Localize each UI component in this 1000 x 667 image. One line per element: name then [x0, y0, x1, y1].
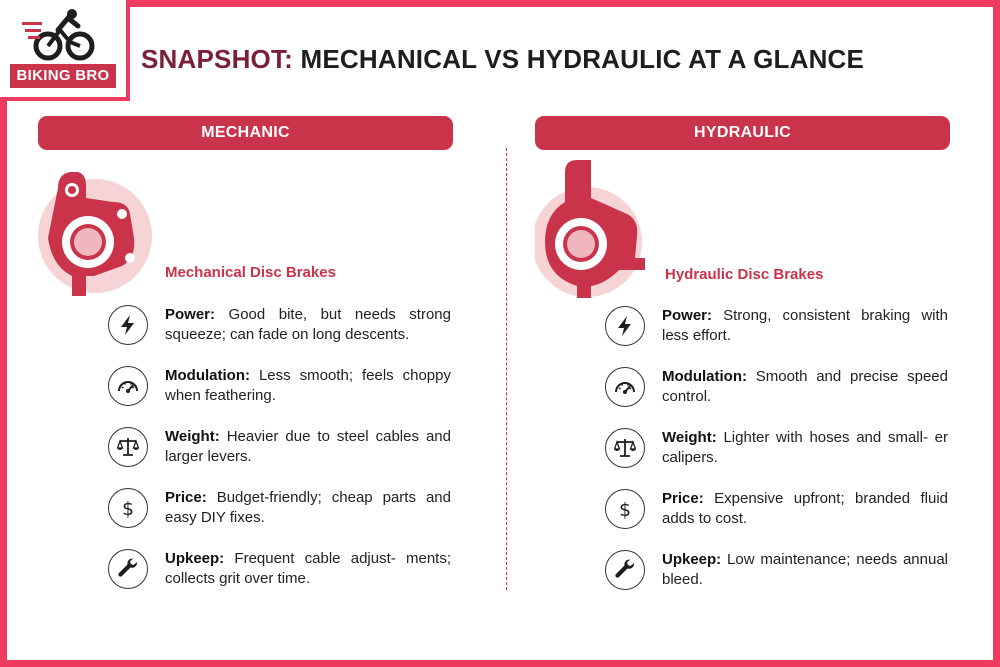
item-description: Less smooth; feels choppy when feathering. — [165, 367, 451, 404]
scale-icon — [614, 437, 636, 459]
list-item-modulation — [605, 363, 950, 424]
dollar-icon — [614, 498, 636, 520]
item-label: Power: — [165, 306, 216, 323]
item-description: Heavier due to steel cables and larger levers. — [165, 428, 451, 465]
page-title — [141, 44, 864, 75]
spec-list-hydraulic — [605, 302, 950, 607]
title-lead: SNAPSHOT: — [141, 44, 294, 74]
item-label: Power: — [662, 307, 713, 324]
item-description: Frequent cable adjust- ments; collects grit over time. — [165, 550, 451, 587]
lightning-icon — [614, 315, 636, 337]
list-item-power — [108, 301, 453, 362]
item-description: Low maintenance; needs annual bleed. — [662, 551, 948, 588]
item-description: Expensive upfront; branded fluid adds to cost. — [662, 490, 948, 527]
scale-icon — [117, 436, 139, 458]
item-label: Upkeep: — [165, 550, 225, 567]
wrench-icon — [614, 559, 636, 581]
list-item-upkeep — [108, 545, 453, 606]
item-description: Budget-friendly; cheap parts and easy DIY fixes. — [165, 489, 451, 526]
cyclist-icon — [22, 8, 104, 64]
item-description: Good bite, but needs strong squeeze; can fade on long descents. — [165, 306, 451, 343]
item-label: Price: — [165, 489, 207, 506]
item-description: Strong, consistent braking with less effort. — [662, 307, 948, 344]
column-divider — [506, 148, 507, 590]
list-item-power — [605, 302, 950, 363]
hero-hydraulic — [535, 158, 665, 298]
list-item-upkeep — [605, 546, 950, 607]
column-header-hydraulic: HYDRAULIC — [535, 116, 950, 150]
item-description: Lighter with hoses and small- er calipers. — [662, 429, 949, 466]
gauge-icon — [614, 376, 636, 398]
subtitle-hydraulic: Hydraulic Disc Brakes — [665, 266, 824, 283]
list-item-modulation — [108, 362, 453, 423]
hero-mechanical — [38, 158, 168, 298]
item-label: Modulation: — [165, 367, 250, 384]
column-mechanical — [38, 116, 453, 587]
mechanical-caliper-icon — [38, 158, 168, 298]
item-label: Weight: — [662, 429, 717, 446]
dollar-icon — [117, 497, 139, 519]
svg-text:$: $ — [618, 499, 632, 520]
item-label: Weight: — [165, 428, 220, 445]
wrench-icon — [117, 558, 139, 580]
item-label: Modulation: — [662, 368, 747, 385]
item-description: Smooth and precise speed control. — [662, 368, 948, 405]
logo-text: BIKING BRO — [10, 64, 116, 88]
lightning-icon — [117, 314, 139, 336]
svg-text:$: $ — [121, 498, 135, 519]
list-item-price — [108, 484, 453, 545]
title-rest: MECHANICAL VS HYDRAULIC AT A GLANCE — [300, 44, 865, 74]
hydraulic-caliper-icon — [535, 158, 665, 298]
logo[interactable] — [0, 0, 130, 101]
item-label: Price: — [662, 490, 704, 507]
column-hydraulic — [535, 116, 950, 588]
spec-list-mechanical — [108, 301, 453, 606]
gauge-icon — [117, 375, 139, 397]
subtitle-mechanical: Mechanical Disc Brakes — [165, 264, 336, 281]
column-header-mechanic: MECHANIC — [38, 116, 453, 150]
list-item-weight — [108, 423, 453, 484]
list-item-price — [605, 485, 950, 546]
list-item-weight — [605, 424, 950, 485]
item-label: Upkeep: — [662, 551, 722, 568]
